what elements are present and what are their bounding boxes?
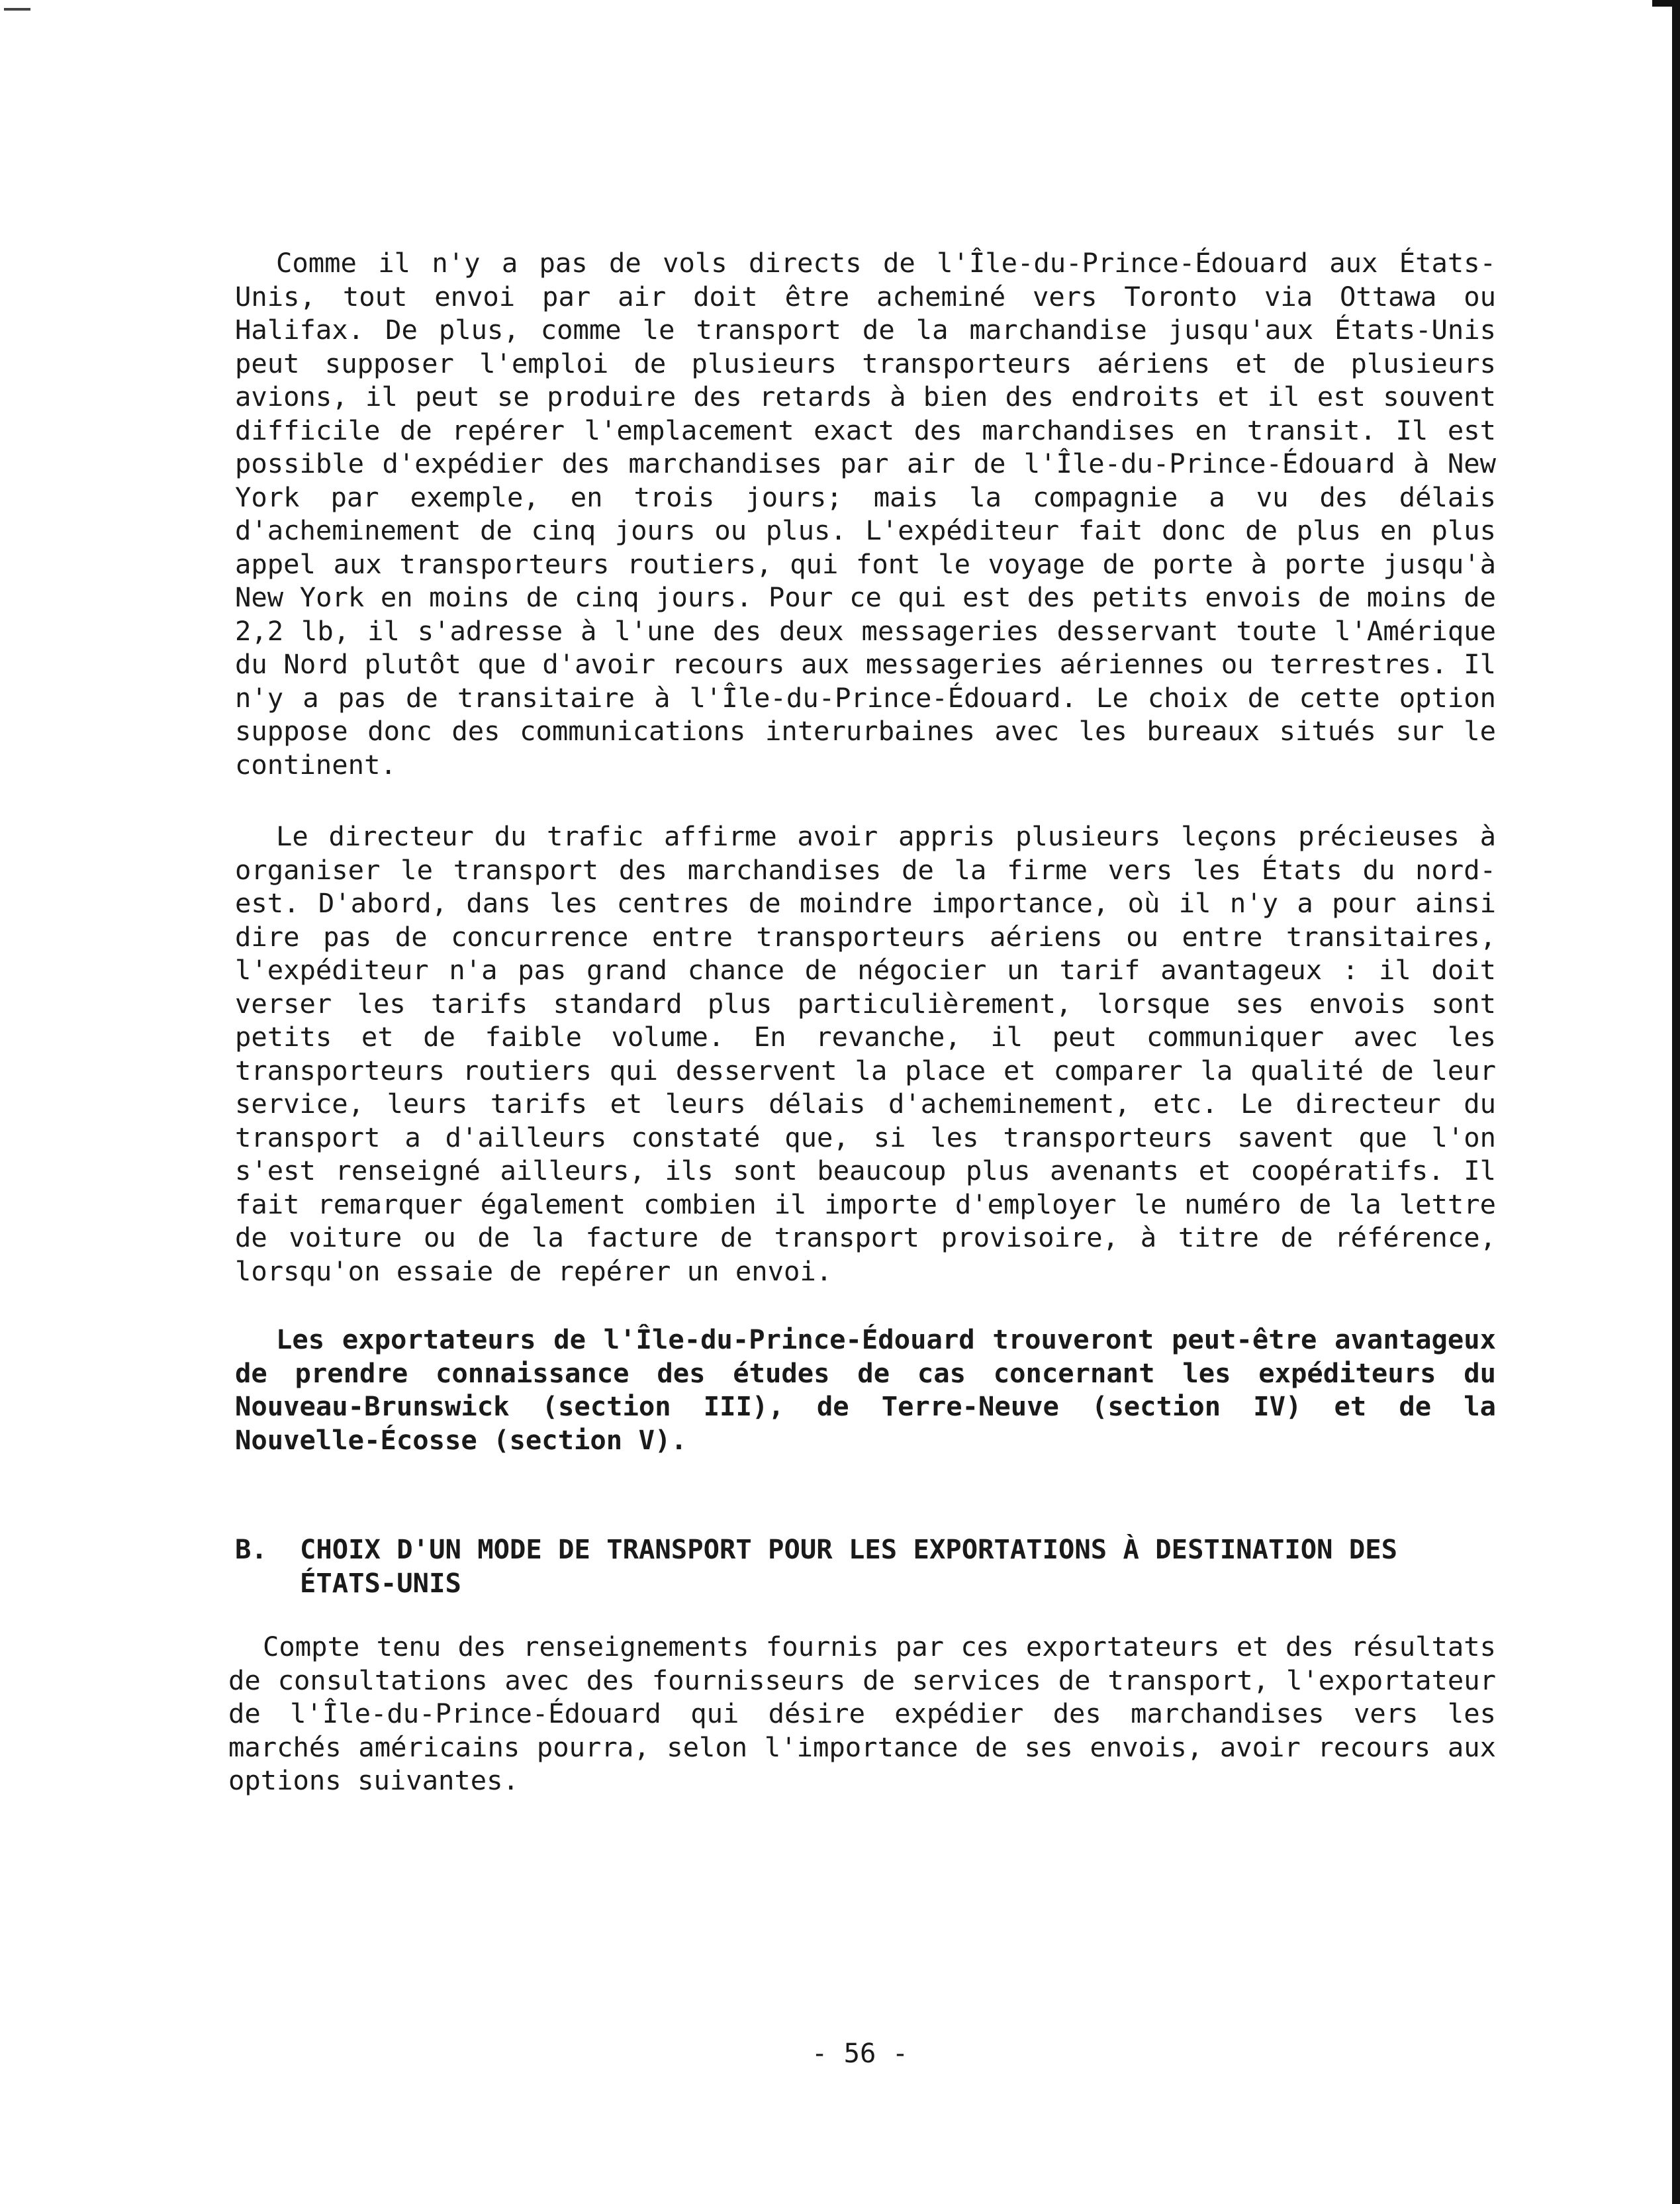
paragraph-case-studies: Les exportateurs de l'Île-du-Prince-Édouard trouveront peut-être avantageux de prendre connaissance des études de cas concernant les expéditeurs du Nouveau-Brunswick (section III), de Terre-Neuve (section IV) et de la Nouvelle-Écosse (section V).	[235, 1323, 1496, 1456]
paragraph-traffic-director: Le directeur du trafic affirme avoir appris plusieurs leçons précieuses à organiser le transport des marchandises de la firme vers les États du nord-est. D'abord, dans les centres de moindre importance, où il n'y a pour ainsi dire pas de concurrence entre transporteurs aériens ou entre transitaires, l'expéditeur n'a pas grand chance de négocier un tarif avantageux : il doit verser les tarifs standard plus particulièrement, lorsque ses envois sont petits et de faible volume. En revanche, il peut communiquer avec les transporteurs routiers qui desservent la place et comparer la qualité de leur service, leurs tarifs et leurs délais d'acheminement, etc. Le directeur du transport a d'ailleurs constaté que, si les transporteurs savent que l'on s'est renseigné ailleurs, ils sont beaucoup plus avenants et coopératifs. Il fait remarquer également combien il importe d'employer le numéro de la lettre de voiture ou de la facture de transport provisoire, à titre de référence, lorsqu'on essaie de repérer un envoi.	[235, 820, 1496, 1287]
section-letter: B.	[235, 1533, 267, 1565]
section-title-line2: ÉTATS-UNIS	[300, 1566, 461, 1599]
scan-edge-border	[1672, 0, 1680, 2204]
section-heading	[235, 1533, 1496, 1600]
scan-edge-mark	[4, 8, 30, 11]
scan-edge-corner	[1652, 0, 1672, 7]
section-title-line1: CHOIX D'UN MODE DE TRANSPORT POUR LES EXPORTATIONS À DESTINATION DES	[300, 1533, 1398, 1565]
paragraph-options-intro: Compte tenu des renseignements fournis par ces exportateurs et des résultats de consultations avec des fournisseurs de services de transport, l'exportateur de l'Île-du-Prince-Édouard qui désire expédier des marchandises vers les marchés américains pourra, selon l'importance de ses envois, avoir recours aux options suivantes.	[228, 1631, 1496, 1796]
paragraph-air-transport: Comme il n'y a pas de vols directs de l'Île-du-Prince-Édouard aux États-Unis, tout envoi par air doit être acheminé vers Toronto via Ottawa ou Halifax. De plus, comme le transport de la marchandise jusqu'aux États-Unis peut supposer l'emploi de plusieurs transporteurs aériens et de plusieurs avions, il peut se produire des retards à bien des endroits et il est souvent difficile de repérer l'emplacement exact des marchandises en transit. Il est possible d'expédier des marchandises par air de l'Île-du-Prince-Édouard à New York par exemple, en trois jours; mais la compagnie a vu des délais d'acheminement de cinq jours ou plus. L'expéditeur fait donc de plus en plus appel aux transporteurs routiers, qui font le voyage de porte à porte jusqu'à New York en moins de cinq jours. Pour ce qui est des petits envois de moins de 2,2 lb, il s'adresse à l'une des deux messageries desservant toute l'Amérique du Nord plutôt que d'avoir recours aux messageries aériennes ou terrestres. Il n'y a pas de transitaire à l'Île-du-Prince-Édouard. Le choix de cette option suppose donc des communications interurbaines avec les bureaux situés sur le continent.	[235, 247, 1496, 781]
page-number: - 56 -	[811, 2037, 909, 2069]
